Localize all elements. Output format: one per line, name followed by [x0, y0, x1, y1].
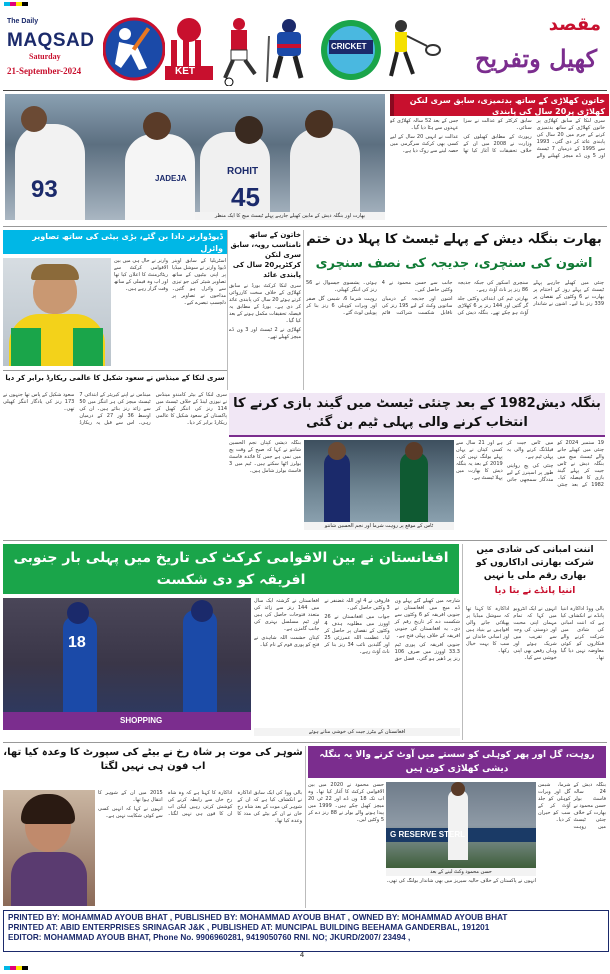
story8-body [466, 606, 604, 736]
cmyk-marks-top [4, 2, 28, 8]
story4-headline: خاتون کے ساتھ نامناسب رویہ، سابق سری لنکن کرکٹرپر20 سال کی پابندی عائد [230, 231, 301, 279]
batsman-logo-icon [103, 16, 165, 86]
story7-para-2: جنوبی افریقہ کی پوری ٹیم 33.3 اوورز میں صرف 106 رنز پر ڈھیر ہو گئی۔ فضل حق فاروقی نے 4 اور اللہ غضنفر نے 3 وکٹیں حاصل کیں۔ [324, 598, 460, 662]
masthead-rule [3, 90, 607, 91]
story1-caption: بھارت اور بنگلہ دیش کے مابین کھیلے جارہے پہلے ٹیسٹ میچ کا ایک منظر [195, 212, 385, 220]
tennis-player-icon [381, 16, 445, 90]
col-rule-1 [227, 230, 228, 390]
story7-caption: افغانستان کے بیٹرز جیت کی خوشی مناتے ہوئے [254, 728, 460, 736]
story5-headline: سری لنکا کے مینڈس نے سعود شکیل کا عالمی ریکارڈ برابر کر دیا [3, 370, 227, 383]
story9-body [98, 790, 302, 908]
story6-para-2: چنئی کی پچ روایتی طور پر اسپنرز کے لیے مددگار سمجھی جاتی ہے اور 21 سال سے کسی کپتان نے یہاں پہلے بولنگ نہیں کی۔ 2019 کے بعد یہ بنگلہ دیش کا بھارت میں پہلا ٹیسٹ ہے۔ [456, 440, 554, 483]
story7-headline: افغانستان نے بین الاقوامی کرکٹ کی تاریخ میں پہلی بار جنوبی افریقہ کو دی شکست [13, 550, 449, 588]
story6-body-right [456, 440, 604, 528]
story7-jersey-number: 18 [68, 634, 86, 651]
story10-body-left [308, 782, 384, 908]
story5-para-2: مینڈس نے اپنے کیریئر کے ابتدائی 7 ٹیسٹ میچز کی ہر اننگز میں 50 سے زائد رنز بنائے ہیں۔ ان کی اوسط 36 اور 27 کے درمیان رہی۔ اس سے قبل یہ ریکارڈ سعود شکیل کے پاس تھا جنہوں نے 173 رنز کی یادگار اننگز کھیلی تھی۔ [3, 392, 151, 426]
story10-para-2: حسن محمود نے 2020 میں بین الاقوامی کرکٹ کا آغاز کیا تھا۔ وہ اب تک 18 ون ڈے اور 22 ٹی 20 میچز کھیل چکے ہیں۔ 1999 میں پیدا ہونے والے بولر نے 88 رنز دے کر 5 وکٹیں لیں۔ [308, 782, 384, 823]
story10-para-1: بنگلہ دیش کے 24 سالہ فاسٹ بولر حسن محمود نے بھارت کے خلاف چنئی ٹیسٹ میں روہت شرما، شبمن گل اور ویرات کوہلی کو جلد آؤٹ کر کے سب کو حیران کر دیا۔ [538, 782, 606, 830]
story1-headline: خاتون کھلاڑی کے ساتھ بدتمیزی، سابق سری لنکن کھلاڑی پر20 سال کی پابندی [409, 96, 605, 116]
story10-para-3: انہوں نے پاکستان کے خلاف حالیہ سیریز میں بھی شاندار بولنگ کی تھی۔ [386, 878, 536, 884]
jersey-name-jadeja: JADEJA [155, 174, 187, 183]
story4-para-2: کھلاڑی نے 2 ٹیسٹ اور 3 ون ڈے میچز کھیلے تھے۔ [229, 327, 302, 340]
story7-banner-text: SHOPPING [120, 716, 163, 725]
story3-para-2: وارنر نے حال ہی میں بین الاقوامی کرکٹ سے ریٹائرمنٹ کا اعلان کیا تھا اور اب وہ فیملی کے ساتھ وقت گزار رہے ہیں۔ [114, 258, 168, 292]
rule-3 [3, 742, 607, 743]
story1-body [390, 118, 605, 222]
story10-board-text: G RESERVE STERL [390, 830, 465, 839]
story8-block [466, 544, 604, 598]
story8-para-1: بالی ووڈ اداکارہ اننیا پانڈے نے انکشاف کیا ہے کہ اننت امبانی کی شادی میں شرکت کرنے والے فنکاروں کو کوئی معاوضہ نہیں دیا گیا تھا۔ [560, 606, 604, 661]
footballer-icon [215, 16, 263, 90]
story4-body [229, 283, 301, 341]
story6-headline-bar [229, 393, 605, 437]
story7-para-1: شارجہ میں کھیلے گئے پہلے ون ڈے میچ میں افغانستان نے جنوبی افریقہ کو 6 وکٹوں سے شکست دے کر تاریخ رقم کر دی۔ یہ افغانستان کی جنوبی افریقہ کے خلاف پہلی فتح ہے۔ [394, 598, 460, 639]
masthead-date: 21-September-2024 [7, 66, 82, 76]
story2-para-4: روہت شرما 6، شبمن گل صفر اور ویرات کوہلی 6 رنز بنا کر پویلین لوٹ گئے۔ [306, 296, 377, 316]
rule-1 [3, 226, 607, 227]
story1-para-1: سری لنکا کے سابق کھلاڑی پر خاتون کھلاڑی کے ساتھ بدتمیزی کرنے کے جرم میں 20 سال کی پابندی عائد کر دی گئی۔ 1993 سے 1995 کے درمیان 7 ٹیسٹ اور 5 ون ڈے میچز کھیلنے والے سابق کرکٹر کو عدالت نے سزا سنائی۔ [463, 118, 605, 159]
masthead-day: Saturday [29, 52, 61, 61]
story9-headline: شوہر کی موت پر شاہ رخ نے بیٹے کی سپورٹ کا وعدہ کیا تھا، اب فون ہی نہیں لگتا [3, 747, 303, 772]
story6-caption: ٹاس کے موقع پر روہت شرما اور نجم الحسین شانتو [304, 522, 454, 530]
story6-para-1: 19 ستمبر 2024 کو چنئی میں کھیلے جانے والے ٹیسٹ میچ میں بنگلہ دیش نے ٹاس جیت کر پہلے گیند بازی کا فیصلہ کیا۔ 1982 کے بعد چنئی میں ٹاس جیت کر فیلڈنگ کرنے والی یہ پہلی ٹیم ہے۔ [506, 440, 604, 488]
story7-para-4: افغانستان نے گزشتہ ایک سال میں 144 رنز سے زائد کی متعدد فتوحات حاصل کی ہیں اور ٹیم مسلسل بہتری کی جانب گامزن ہے۔ [254, 598, 320, 632]
story3-para-1: آسٹریلیا کے سابق اوپنر ڈیوڈ وارنر نے سوشل میڈیا پر اپنی بیٹیوں کے ساتھ تصاویر شیئر کیں جو تیزی سے وائرل ہو گئیں۔ مداحوں نے تصاویر پر دلچسپ تبصرے کیے۔ [172, 258, 226, 306]
footer-line-1: PRINTED BY: MOHAMMAD AYOUB BHAT , PUBLISHED BY: MOHAMMAD AYOUB BHAT , OWNED BY: MOHAMMAD AYOUB BHAT [8, 913, 508, 922]
cmyk-marks-bottom [4, 955, 28, 974]
story2-headline: اشون کی سنچری، جدیجہ کی نصف سنچری [315, 256, 593, 271]
bat-logo-text: KET [175, 66, 195, 77]
section-title: کھیل وتفریح [474, 44, 597, 73]
masthead [3, 12, 607, 92]
story6-photo [304, 440, 454, 522]
story2-para-2: بھارتی ٹیم کی ابتدائی وکٹیں جلد گر گئیں اور 144 رنز پر 6 کھلاڑی آؤٹ ہو چکے تھے۔ بنگلہ دیش کی جانب سے حسن محمود نے 4 وکٹیں حاصل کیں۔ [381, 280, 529, 316]
story10-headline: روہت، گل اور پھر کوہلی کو سستے میں آوٹ کرنے والا یہ بنگلہ دیشی کھلاڑی کون ہیں [319, 750, 595, 774]
story6-para-3: بنگلہ دیشی کپتان نجم الحسین شانتو نے کہا کہ صبح کے وقت پچ میں نمی ہے جس کا فائدہ فاسٹ بولرز اٹھا سکتے ہیں۔ ٹیم میں 3 فاسٹ بولرز شامل ہیں۔ [229, 440, 301, 474]
story9-para-1: بالی ووڈ کی ایک سابق اداکارہ نے انکشاف کیا ہے کہ ان کے شوہر کی موت کے بعد شاہ رخ خان نے ان کے بیٹے کی مدد کا وعدہ کیا تھا۔ [237, 790, 302, 824]
story3-body [114, 258, 226, 368]
footer-line-2: PRINTED AT: ABID ENTERPRISES SRINAGAR J&K , PUBLISHED AT: MUNCIPAL BUILDING BEEHAMA GANDERBAL, 191201 [8, 923, 490, 932]
story1-photo [5, 94, 385, 220]
story10-body-right [538, 782, 606, 906]
story2-kicker: بھارت بنگلہ دیش کے پہلے ٹیسٹ کا پہلا دن ختم [306, 232, 602, 247]
story5-body [3, 392, 227, 522]
story6-body-left [229, 440, 301, 528]
masthead-name: MAQSAD [7, 30, 95, 51]
story6-headline: بنگلہ دیش1982 کے بعد چنئی ٹیسٹ میں گیند بازی کرنے کا انتخاب کرنے والی پہلی ٹیم بن گئی [233, 396, 601, 430]
page-number: 4 [300, 952, 304, 959]
story10-headline-bar [308, 746, 606, 778]
story7-para-3: جواب میں افغانستان نے 26 اوورز میں مطلوبہ ہدف 4 وکٹوں کے نقصان پر حاصل کر لیا۔ عظمت اللہ عمرزئی 25 اور گلبدین نائب 34 رنز بنا کر ناٹ آؤٹ رہے۔ [324, 614, 390, 655]
story2-para-3: اشون اور جدیجہ کے درمیان ساتویں وکٹ کے لیے 195 رنز کی ناقابل شکست شراکت قائم ہوئی۔ یشسوی جیسوال نے 56 رنز کی اننگز کھیلی۔ [306, 280, 453, 316]
footer-imprint [3, 910, 609, 952]
story10-photo [386, 782, 536, 868]
jersey-number-45: 45 [231, 182, 260, 212]
cricket-badge-icon [319, 16, 383, 88]
rule-2 [3, 540, 607, 541]
story8-para-2: انہوں نے ایک انٹرویو میں کہا کہ تمام مہمان اپنی محبت اور دوستی کی وجہ سے تقریب میں شریک ہوئے اور وہاں رقص بھی اپنی خوشی سے کیا۔ [513, 606, 557, 661]
story3-photo [3, 258, 111, 366]
story5-para-1: سری لنکا کے بیٹر کامندو مینڈس نے نیوزی لینڈ کے خلاف ٹیسٹ میں 114 رنز کی اننگز کھیل کر پاکستان کے سعود شکیل کا عالمی ریکارڈ برابر کر دیا۔ [155, 392, 227, 426]
story7-body [254, 598, 460, 734]
footer-line-3: EDITOR: MOHAMMAD AYOUB BHAT, Phone No. 9906960281, 9419050760 RNI. NO; JKURD/2007/ 23494 , [8, 933, 411, 942]
story7-para-5: کپتان حشمت اللہ شاہدی نے فتح کو پوری قوم کے نام کیا۔ [254, 635, 320, 648]
story3-headline: ڈیوڈوارنر دادا بن گئے، بڑی بیٹی کی ساتھ تصاویر وائرل [32, 232, 223, 253]
story8-headline: اننت امبانی کی شادی میں شرکت بھارتی اداکاروں کو بھاری رقم ملی یا نہیں [476, 545, 594, 581]
story1-para-3: عدالت نے انہیں 20 سال کے لیے کسی بھی کرکٹ سرگرمی میں حصہ لینے سے روک دیا ہے۔ [390, 134, 459, 154]
story10-body-mid [386, 878, 536, 908]
section-brand: مقصد [548, 14, 601, 35]
jersey-number-93: 93 [31, 176, 58, 203]
jersey-name-rohit: ROHIT [227, 166, 259, 177]
story1-para-2: رپورٹ کے مطابق کھیلوں کی وزارت نے 2008 میں ان کے خلاف تحقیقات کا آغاز کیا تھا جس کے بعد 52 سالہ کھلاڑی کو عہدوں سے ہٹا دیا گیا۔ [390, 118, 532, 154]
story1-headline-bar [390, 94, 609, 116]
story8-para-3: اداکارہ کا کہنا تھا کہ سوشل میڈیا پر پھیلائی جانے والی افواہیں بے بنیاد ہیں اور امبانی خاندان نے سب کا بہت خیال رکھا۔ [466, 606, 510, 654]
story7-headline-bar [3, 544, 459, 594]
col-rule-3 [462, 544, 463, 740]
story9-photo [3, 790, 95, 906]
story10-caption: حسن محمود وکٹ لینے کے بعد [386, 868, 536, 876]
cricket-badge-text: CRICKET [331, 42, 367, 51]
story8-subhead: اننیا پانڈے نے بتا دیا [494, 586, 576, 596]
story4-block [229, 230, 301, 390]
story9-para-2: اداکارہ کا کہنا ہے کہ وہ شاہ رخ خان سے رابطہ کرنے کی کوشش کرتی رہیں لیکن اب ان کا فون ہی نہیں لگتا۔ 2015 میں ان کے شوہر کا انتقال ہوا تھا۔ [98, 790, 233, 817]
story2-para-1: چنئی میں کھیلے جارہے پہلے ٹیسٹ کے پہلے روز کے اختتام پر بھارت نے 6 وکٹوں کے نقصان پر 339 رنز بنا لیے۔ اشون نے شاندار سنچری اسکور کی جبکہ جدیجہ 86 رنز پر ناٹ آؤٹ رہے۔ [457, 280, 604, 307]
story4-para-1: سری لنکا کرکٹ بورڈ نے سابق کھلاڑی کے خلاف سخت کارروائی کرتے ہوئے 20 سال کی پابندی عائد کر دی ہے۔ بورڈ کے مطابق یہ فیصلہ تحقیقات مکمل ہونے کے بعد کیا گیا۔ [229, 283, 301, 324]
the-daily-label: The Daily [7, 18, 39, 25]
story9-para-3: انہوں نے کہا کہ انہیں کسی سے کوئی شکایت نہیں ہے۔ [98, 806, 163, 819]
story3-headline-bar [3, 230, 227, 254]
hockey-player-icon [261, 16, 313, 90]
col-rule-4 [305, 746, 306, 908]
col-rule-2 [303, 230, 304, 390]
story2-body [306, 280, 604, 390]
story7-photo [3, 598, 251, 730]
